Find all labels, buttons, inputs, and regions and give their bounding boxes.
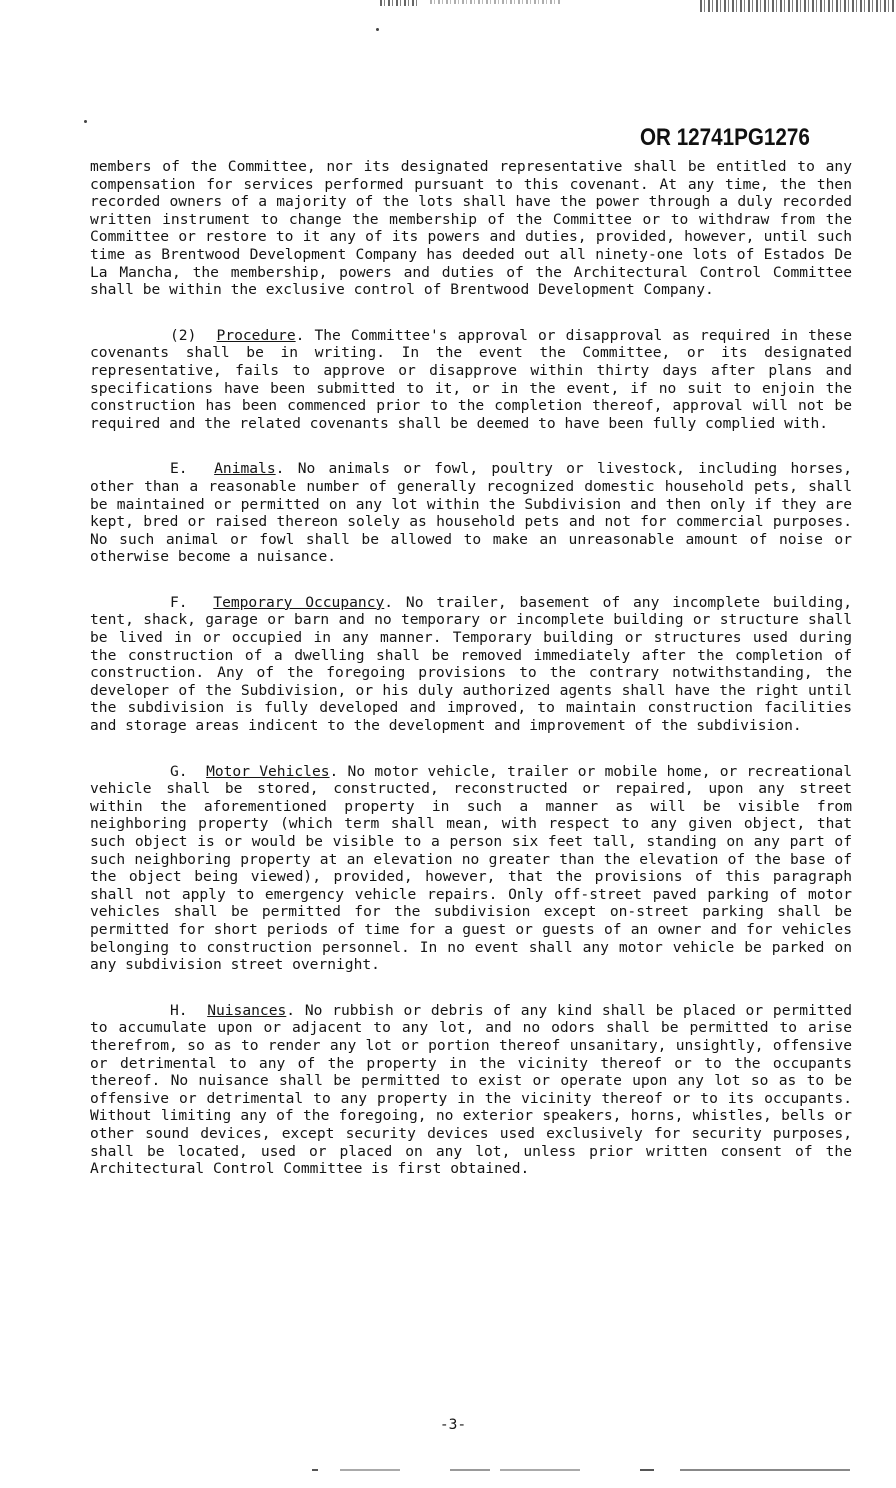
paragraph-text: . No animals or fowl, poultry or livestock, including horses, other than a reasonable number of generally recognized domestic household pets, shall be maintained or permitted on any lot within the Subdivision and then only if they are kept, bred or raised thereon solely as household pets and not for commercial purposes. No such animal or fowl shall be allowed to make an unreasonable amount of noise or otherwise become a nuisance. <box>90 460 852 566</box>
book-page-reference: OR 12741PG1276 <box>640 124 810 151</box>
paragraph-animals <box>90 460 852 566</box>
section-heading-nuisances: Nuisances <box>207 1001 287 1019</box>
section-letter: H. <box>170 1001 188 1019</box>
section-heading-motor-vehicles: Motor Vehicles <box>206 762 330 780</box>
paragraph-text: members of the Committee, nor its designated representative shall be entitled to any compensation for services performed pursuant to this covenant. At any time, the then recorded owners of a majority of the lots shall have the power through a duly recorded written instrument to change the membership of the Committee or to withdraw from the Committee or restore to it any of its powers and duties, provided, however, until such time as Brentwood Development Company has deeded out all ninety-one lots of Estados De La Mancha, the membership, powers and duties of the Architectural Control Committee shall be within the exclusive control of Brentwood Development Company. <box>90 158 852 299</box>
section-heading-animals: Animals <box>214 460 276 478</box>
paragraph-nuisances <box>90 1002 852 1178</box>
section-letter: F. <box>170 593 188 611</box>
paragraph-text: . The Committee's approval or disapproval as required in these covenants shall be in writing. In the event the Committee, or its designated representative, fails to approve or disapprove within thirty days after plans and specifications have been submitted to it, or in the event, if no suit to enjoin the construction has been commenced prior to the completion thereof, approval will not be required and the related covenants shall be deemed to have been fully complied with. <box>90 326 852 432</box>
scan-noise-bottom <box>300 1466 860 1474</box>
paragraph-temporary-occupancy <box>90 594 852 735</box>
paragraph-procedure <box>90 327 852 433</box>
section-letter: E. <box>170 460 188 478</box>
paragraph-committee-continued <box>90 158 852 299</box>
scan-noise-top <box>0 0 896 14</box>
section-number: (2) <box>170 326 197 344</box>
scan-speck <box>376 28 379 31</box>
section-letter: G. <box>170 762 188 780</box>
paragraph-text: . No trailer, basement of any incomplete building, tent, shack, garage or barn and no temporary or incomplete building or structure shall be lived in or occupied in any manner. Temporary building or structures used during the construction of a dwelling shall be removed immediately after the completion of construction. Any of the foregoing provisions to the contrary notwithstanding, the developer of the Subdivision, or his duly authorized agents shall have the right until the subdivision is fully developed and improved, to maintain construction facilities and storage areas indicent to the development and improvement of the subdivision. <box>90 593 853 735</box>
scan-speck <box>84 120 87 123</box>
paragraph-text: . No motor vehicle, trailer or mobile home, or recreational vehicle shall be stored, constructed, reconstructed or repaired, upon any street within the aforementioned property in such a manner as will be visible from neighboring property (which term shall mean, with respect to any given object, that such object is or would be visible to a person six feet tall, standing on any part of such neighboring property at an elevation no greater than the elevation of the base of the object being viewed), provided, however, that the provisions of this paragraph shall not apply to emergency vehicle repairs. Only off-street paved parking of motor vehicles shall be permitted for the subdivision except on-street parking shall be permitted for short periods of time for a guest or guests of an owner and for vehicles belonging to construction personnel. In no event shall any motor vehicle be parked on any subdivision street overnight. <box>90 762 852 974</box>
page-number: -3- <box>439 1416 467 1433</box>
section-heading-temporary-occupancy: Temporary Occupancy <box>213 593 385 611</box>
paragraph-motor-vehicles <box>90 763 852 974</box>
document-body <box>90 158 852 1178</box>
paragraph-text: . No rubbish or debris of any kind shall be placed or permitted to accumulate upon or adjacent to any lot, and no odors shall be permitted to arise therefrom, so as to render any lot or portion thereof unsanitary, unsightly, offensive or detrimental to any of the property in the vicinity thereof or to the occupants thereof. No nuisance shall be permitted to exist or operate upon any lot so as to be offensive or detrimental to any property in the vicinity thereof or to its occupants. Without limiting any of the foregoing, no exterior speakers, horns, whistles, bells or other sound devices, except security devices used exclusively for security purposes, shall be located, used or placed on any lot, unless prior written consent of the Architectural Control Committee is first obtained. <box>90 1001 852 1178</box>
section-heading-procedure: Procedure <box>216 326 296 344</box>
